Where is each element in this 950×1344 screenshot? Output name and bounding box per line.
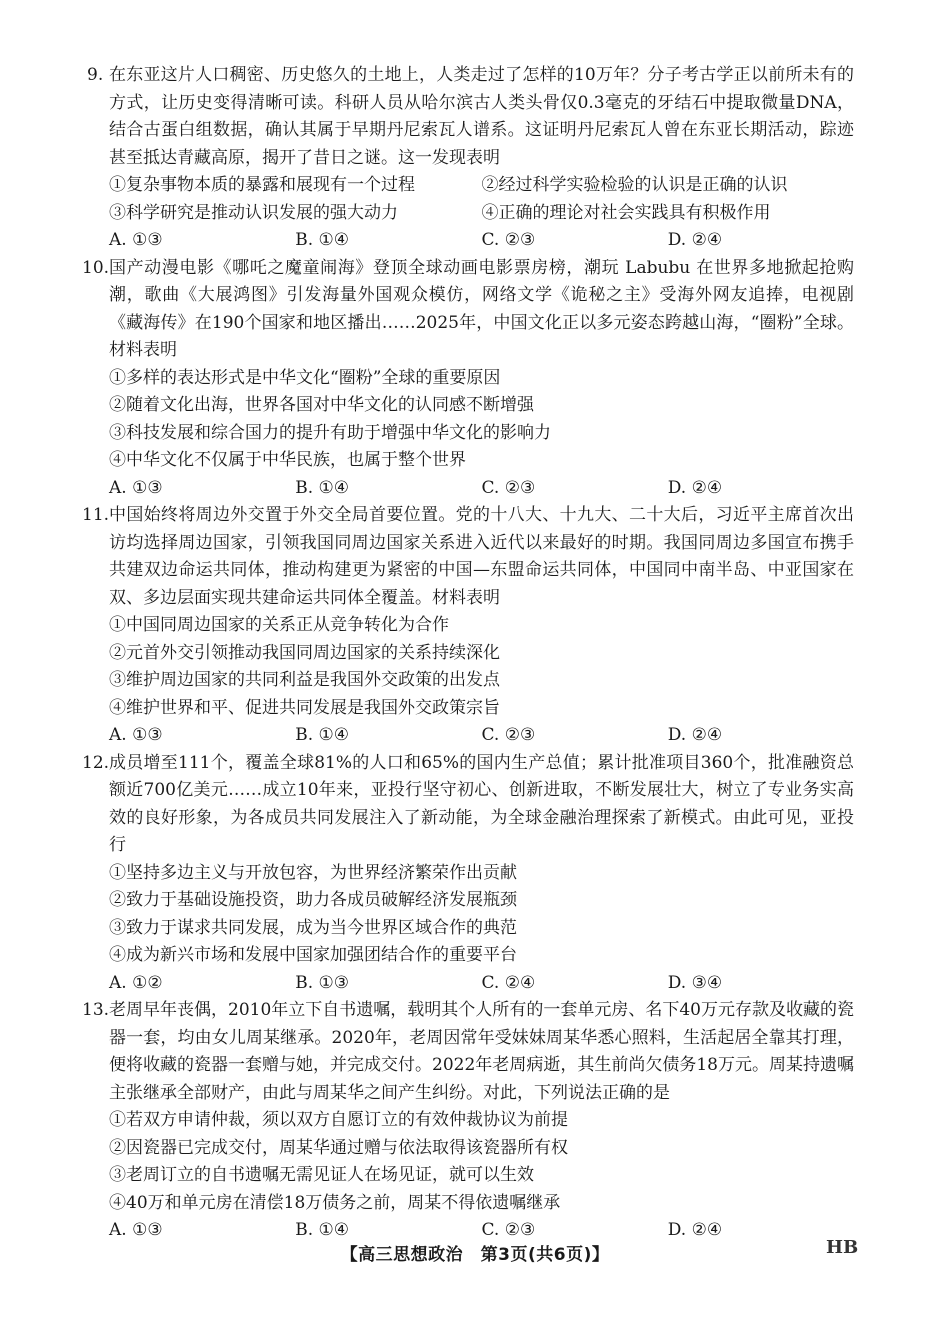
question-12 (82, 750, 854, 998)
option-a: A. ①② (109, 972, 163, 993)
statement-1: ①复杂事物本质的暴露和展现有一个过程 (109, 175, 415, 195)
option-a: A. ①③ (109, 477, 163, 498)
option-c: C. ②③ (481, 1220, 536, 1240)
answer-options (82, 227, 854, 255)
question-stem (82, 502, 854, 612)
option-d: D. ②④ (667, 477, 723, 498)
option-a: A. ①③ (109, 1220, 163, 1240)
option-d: D. ③④ (667, 972, 723, 993)
statement-3: ③科技发展和综合国力的提升有助于增强中华文化的影响力 (109, 422, 551, 443)
statement-4: ④正确的理论对社会实践具有积极作用 (481, 202, 771, 223)
question-number: 11. (82, 505, 110, 525)
stem-text: 成员增至111个，覆盖全球81%的人口和65%的国内生产总值；累计批准项目360个，批准融资总额近700亿美元……成立10年来，亚投行坚守初心、创新进取，不断发展壮大，树立了专业务实高效的良好形象，为各成员共同发展注入了新动能，为全球金融治理探索了新模式。由此可见，亚投行 (109, 752, 854, 855)
answer-options (82, 722, 854, 750)
option-d: D. ②④ (667, 1220, 723, 1240)
statement-3: ③科学研究是推动认识发展的强大动力 (109, 202, 398, 223)
question-10 (82, 255, 854, 503)
option-c: C. ②③ (481, 477, 536, 498)
question-11 (82, 502, 854, 750)
questions-area (82, 62, 854, 1245)
option-a: A. ①③ (109, 725, 163, 745)
question-9 (82, 62, 854, 255)
statement-4: ④中华文化不仅属于中华民族，也属于整个世界 (109, 450, 466, 470)
paper-code: HB (826, 1237, 859, 1258)
question-stem (82, 255, 854, 365)
question-number: 10. (82, 257, 110, 278)
option-c: C. ②③ (481, 725, 536, 745)
statement-3: ③维护周边国家的共同利益是我国外交政策的出发点 (109, 670, 500, 690)
statement-4: ④成为新兴市场和发展中国家加强团结合作的重要平台 (109, 945, 517, 965)
option-c: C. ②④ (481, 972, 536, 993)
option-b: B. ①④ (295, 1220, 350, 1240)
option-d: D. ②④ (667, 725, 723, 745)
statement-2: ②随着文化出海，世界各国对中华文化的认同感不断增强 (109, 395, 534, 415)
question-stem (82, 750, 854, 860)
option-c: C. ②③ (481, 230, 536, 250)
statement-1: ①坚持多边主义与开放包容，为世界经济繁荣作出贡献 (109, 862, 517, 883)
answer-options (82, 475, 854, 503)
statement-2: ②经过科学实验检验的认识是正确的认识 (481, 175, 788, 195)
stem-text: 中国始终将周边外交置于外交全局首要位置。党的十八大、十九大、二十大后，习近平主席首次出访均选择周边国家，引领我国同周边国家关系进入近代以来最好的时期。我国同周边多国宣布携手共建双边命运共同体，推动构建更为紧密的中国—东盟命运共同体，中国同中南半岛、中亚国家在双、多边层面实现共建命运共同体全覆盖。材料表明 (109, 505, 854, 608)
question-stem (82, 997, 854, 1107)
stem-text: 在东亚这片人口稠密、历史悠久的土地上，人类走过了怎样的10万年？分子考古学正以前所未有的方式，让历史变得清晰可读。科研人员从哈尔滨古人类头骨仅0.3毫克的牙结石中提取微量DNA，结合古蛋白组数据，确认其属于早期丹尼索瓦人谱系。这证明丹尼索瓦人曾在东亚长期活动，踪迹甚至抵达青藏高原，揭开了昔日之谜。这一发现表明 (109, 65, 854, 168)
option-b: B. ①③ (295, 972, 350, 993)
statement-3: ③致力于谋求共同发展，成为当今世界区域合作的典范 (109, 917, 517, 938)
question-stem (82, 62, 854, 172)
question-number: 9. (87, 65, 104, 85)
option-b: B. ①④ (295, 477, 350, 498)
statement-2: ②元首外交引领推动我国同周边国家的关系持续深化 (109, 642, 500, 663)
option-b: B. ①④ (295, 725, 350, 745)
answer-options (82, 970, 854, 998)
stem-text: 国产动漫电影《哪吒之魔童闹海》登顶全球动画电影票房榜，潮玩 Labubu 在世界多地掀起抢购潮，歌曲《大展鸿图》引发海量外国观众模仿，网络文学《诡秘之主》受海外网友追捧，电视剧《藏海传》在190个国家和地区播出……2025年，中国文化正以多元姿态跨越山海，“圈粉”全球。材料表明 (109, 257, 854, 360)
question-number: 13. (82, 1000, 110, 1020)
statement-2: ②致力于基础设施投资，助力各成员破解经济发展瓶颈 (109, 890, 517, 910)
option-a: A. ①③ (109, 230, 163, 250)
statement-1: ①多样的表达形式是中华文化“圈粉”全球的重要原因 (109, 367, 501, 388)
statement-1: ①若双方申请仲裁，须以双方自愿订立的有效仲裁协议为前提 (109, 1110, 568, 1130)
question-number: 12. (82, 752, 110, 773)
statement-row (82, 200, 854, 228)
statement-1: ①中国同周边国家的关系正从竞争转化为合作 (109, 615, 449, 635)
option-d: D. ②④ (667, 230, 723, 250)
stem-text: 老周早年丧偶，2010年立下自书遗嘱，载明其个人所有的一套单元房、名下40万元存款及收藏的瓷器一套，均由女儿周某继承。2020年，老周因常年受妹妹周某华悉心照料，生活起居全靠其打理，便将收藏的瓷器一套赠与她，并完成交付。2022年老周病逝，其生前尚欠债务18万元。周某持遗嘱主张继承全部财产，由此与周某华之间产生纠纷。对此，下列说法正确的是 (109, 1000, 854, 1103)
statement-row (82, 172, 854, 200)
statement-3: ③老周订立的自书遗嘱无需见证人在场见证，就可以生效 (109, 1165, 534, 1185)
statement-4: ④维护世界和平、促进共同发展是我国外交政策宗旨 (109, 697, 500, 718)
option-b: B. ①④ (295, 230, 350, 250)
statement-2: ②因瓷器已完成交付，周某华通过赠与依法取得该瓷器所有权 (109, 1137, 568, 1158)
statement-4: ④40万和单元房在清偿18万债务之前，周某不得依遗嘱继承 (109, 1192, 561, 1213)
question-13 (82, 997, 854, 1245)
page-footer: 【高三思想政治 第3页(共6页)】 (340, 1245, 610, 1265)
